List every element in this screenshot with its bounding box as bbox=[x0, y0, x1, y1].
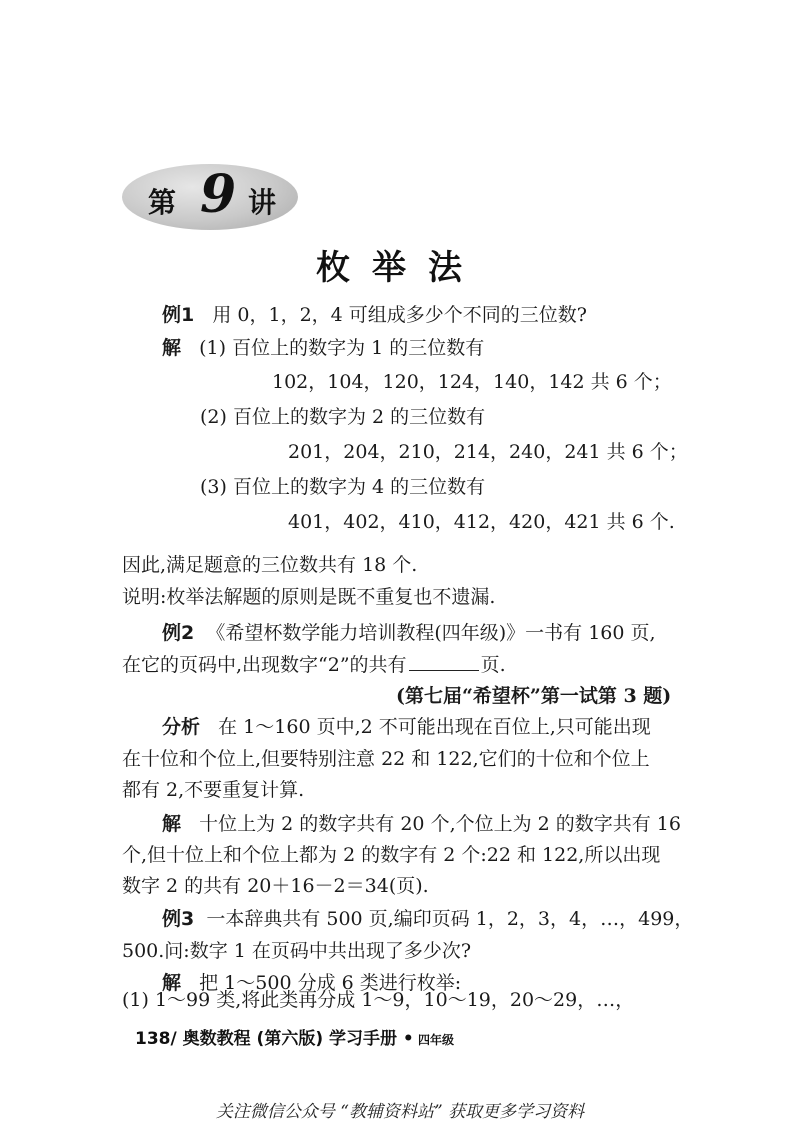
ex3-question-line1 bbox=[162, 907, 693, 931]
ex2-solution-line2: 个,但十位上和个位上都为 2 的数字有 2 个:22 和 122,所以出现 bbox=[122, 844, 661, 866]
ex1-note: 说明:枚举法解题的原则是既不重复也不遗漏. bbox=[122, 586, 496, 608]
page-number: 138 bbox=[135, 1029, 171, 1049]
badge-suffix: 讲 bbox=[248, 186, 277, 219]
ex3-question-text1: 一本辞典共有 500 页,编印页码 1，2，3，4，…，499， bbox=[206, 908, 694, 930]
ex1-label: 例1 bbox=[162, 304, 195, 326]
ex2-analysis-text1: 在 1～160 页中,2 不可能出现在百位上,只可能出现 bbox=[218, 716, 651, 738]
ex2-solution-label: 解 bbox=[162, 813, 182, 835]
ex2-question-text2: 在它的页码中,出现数字“2”的共有 bbox=[122, 654, 407, 676]
ex1-case1-line bbox=[162, 336, 484, 360]
ex2-source: (第七届“希望杯”第一试第 3 题) bbox=[396, 685, 672, 707]
ex2-solution-line3: 数字 2 的共有 20＋16－2＝34(页). bbox=[122, 875, 429, 897]
watermark-text: 关注微信公众号 “教辅资料站” 获取更多学习资料 bbox=[215, 1102, 585, 1122]
ex2-analysis-label: 分析 bbox=[162, 716, 201, 738]
lesson-badge bbox=[122, 164, 298, 230]
answer-blank bbox=[409, 652, 479, 671]
page-footer bbox=[135, 1024, 454, 1049]
ex1-question-line bbox=[162, 303, 587, 327]
ex2-label: 例2 bbox=[162, 622, 195, 644]
ex1-case3-list: 401，402，410，412，420，421 共 6 个. bbox=[288, 511, 675, 533]
ex1-solution-label: 解 bbox=[162, 337, 182, 359]
ex1-question: 用 0，1，2，4 可组成多少个不同的三位数? bbox=[212, 304, 587, 326]
ex1-case2-list: 201，204，210，214，240，241 共 6 个； bbox=[288, 441, 688, 463]
book-title: / 奥数教程 (第六版) 学习手册 • bbox=[170, 1029, 414, 1049]
ex2-analysis-line1 bbox=[162, 715, 651, 739]
ex2-solution-text1: 十位上为 2 的数字共有 20 个,个位上为 2 的数字共有 16 bbox=[199, 813, 681, 835]
ex2-question-text1: 《希望杯数学能力培训教程(四年级)》一书有 160 页, bbox=[206, 622, 656, 644]
ex1-case1-list: 102，104，120，124，140，142 共 6 个； bbox=[272, 371, 672, 393]
ex2-analysis-line3: 都有 2,不要重复计算. bbox=[122, 779, 305, 801]
ex1-conclusion: 因此,满足题意的三位数共有 18 个. bbox=[122, 554, 418, 576]
badge-number: 9 bbox=[200, 164, 237, 225]
ex1-case1: (1) 百位上的数字为 1 的三位数有 bbox=[199, 337, 485, 359]
ex3-question-line2: 500.问:数字 1 在页码中共出现了多少次? bbox=[122, 940, 472, 962]
ex3-solution-line2: (1) 1～99 类,将此类再分成 1～9，10～19，20～29，…， bbox=[122, 989, 635, 1011]
ex3-solution-text1: 把 1～500 分成 6 类进行枚举: bbox=[199, 972, 462, 994]
ex2-solution-line1 bbox=[162, 812, 681, 836]
ex1-case2: (2) 百位上的数字为 2 的三位数有 bbox=[200, 406, 486, 428]
ex3-label: 例3 bbox=[162, 908, 195, 930]
ex3-solution-label: 解 bbox=[162, 972, 182, 994]
badge-prefix: 第 bbox=[148, 186, 177, 219]
ex2-question-line1 bbox=[162, 621, 656, 645]
ex1-case3: (3) 百位上的数字为 4 的三位数有 bbox=[200, 476, 486, 498]
ex2-question-line2 bbox=[122, 652, 506, 677]
ex2-analysis-line2: 在十位和个位上,但要特别注意 22 和 122,它们的十位和个位上 bbox=[122, 748, 650, 770]
ex2-question-text3: 页. bbox=[480, 654, 506, 676]
grade-label: 四年级 bbox=[413, 1033, 454, 1047]
page-title: 枚举法 bbox=[316, 248, 484, 288]
